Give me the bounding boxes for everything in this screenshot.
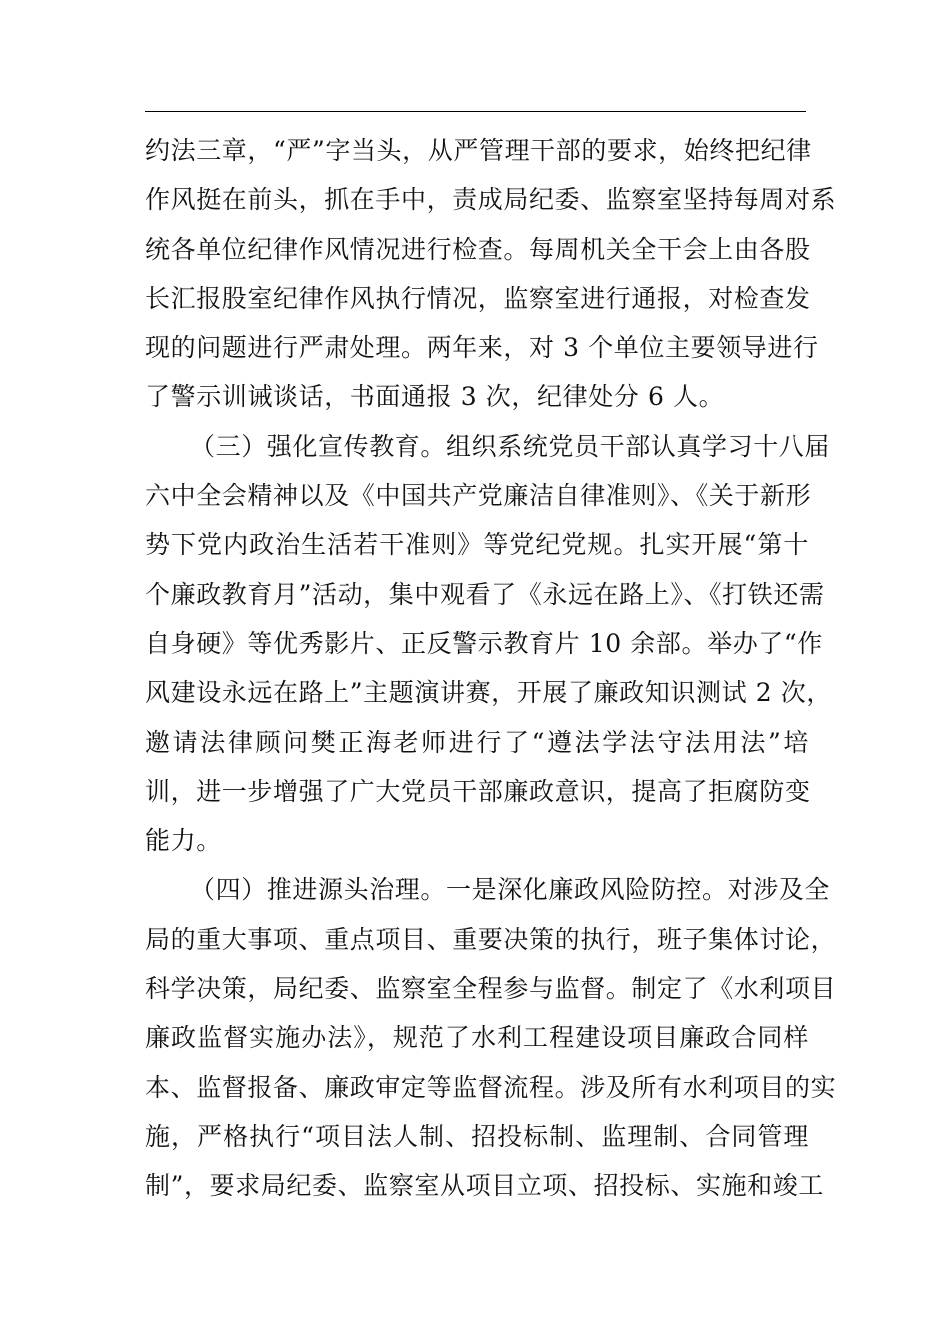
paragraph-heading-line: （四）推进源头治理。一是深化廉政风险防控。对涉及全 — [190, 875, 831, 905]
text-line: 风建设永远在路上”主题演讲赛，开展了廉政知识测试 2 次， — [145, 678, 832, 708]
text-line: 现的问题进行严肃处理。两年来，对 3 个单位主要领导进行 — [145, 333, 819, 363]
text-line: 个廉政教育月”活动，集中观看了《永远在路上》、《打铁还需 — [145, 579, 825, 609]
text-line: 约法三章，“严”字当头，从严管理干部的要求，始终把纪律 — [145, 136, 812, 165]
text-line: 制”，要求局纪委、监察室从项目立项、招投标、实施和竣工 — [145, 1171, 824, 1201]
text-line: 局的重大事项、重点项目、重要决策的执行，班子集体讨论， — [145, 924, 837, 954]
text-line: 科学决策，局纪委、监察室全程参与监督。制定了《水利项目 — [145, 974, 837, 1004]
text-line: 自身硬》等优秀影片、正反警示教育片 10 余部。举办了“作 — [145, 628, 823, 658]
paragraph-heading-line: （三）强化宣传教育。组织系统党员干部认真学习十八届 — [190, 431, 831, 461]
text-line: 训，进一步增强了广大党员干部廉政意识，提高了拒腐防变 — [145, 776, 811, 806]
text-line: 统各单位纪律作风情况进行检查。每周机关全干会上由各股 — [145, 234, 811, 264]
text-line: 能力。 — [145, 826, 222, 856]
text-line: 长汇报股室纪律作风执行情况，监察室进行通报，对检查发 — [145, 283, 811, 313]
text-line: 廉政监督实施办法》，规范了水利工程建设项目廉政合同样 — [145, 1023, 809, 1053]
text-line: 势下党内政治生活若干准则》等党纪党规。扎实开展“第十 — [145, 530, 809, 560]
header-rule — [145, 111, 806, 112]
text-line: 施，严格执行“项目法人制、招投标制、监理制、合同管理 — [145, 1121, 809, 1151]
text-line: 作风挺在前头，抓在手中，责成局纪委、监察室坚持每周对系 — [145, 185, 837, 215]
text-line: 本、监督报备、廉政审定等监督流程。涉及所有水利项目的实 — [145, 1072, 837, 1102]
text-line: 六中全会精神以及《中国共产党廉洁自律准则》、《关于新形 — [145, 481, 812, 511]
text-line: 了警示训诫谈话，书面通报 3 次，纪律处分 6 人。 — [145, 382, 725, 412]
text-line: 邀请法律顾问樊正海老师进行了“遵法学法守法用法”培 — [145, 727, 809, 757]
document-body — [145, 126, 837, 1211]
